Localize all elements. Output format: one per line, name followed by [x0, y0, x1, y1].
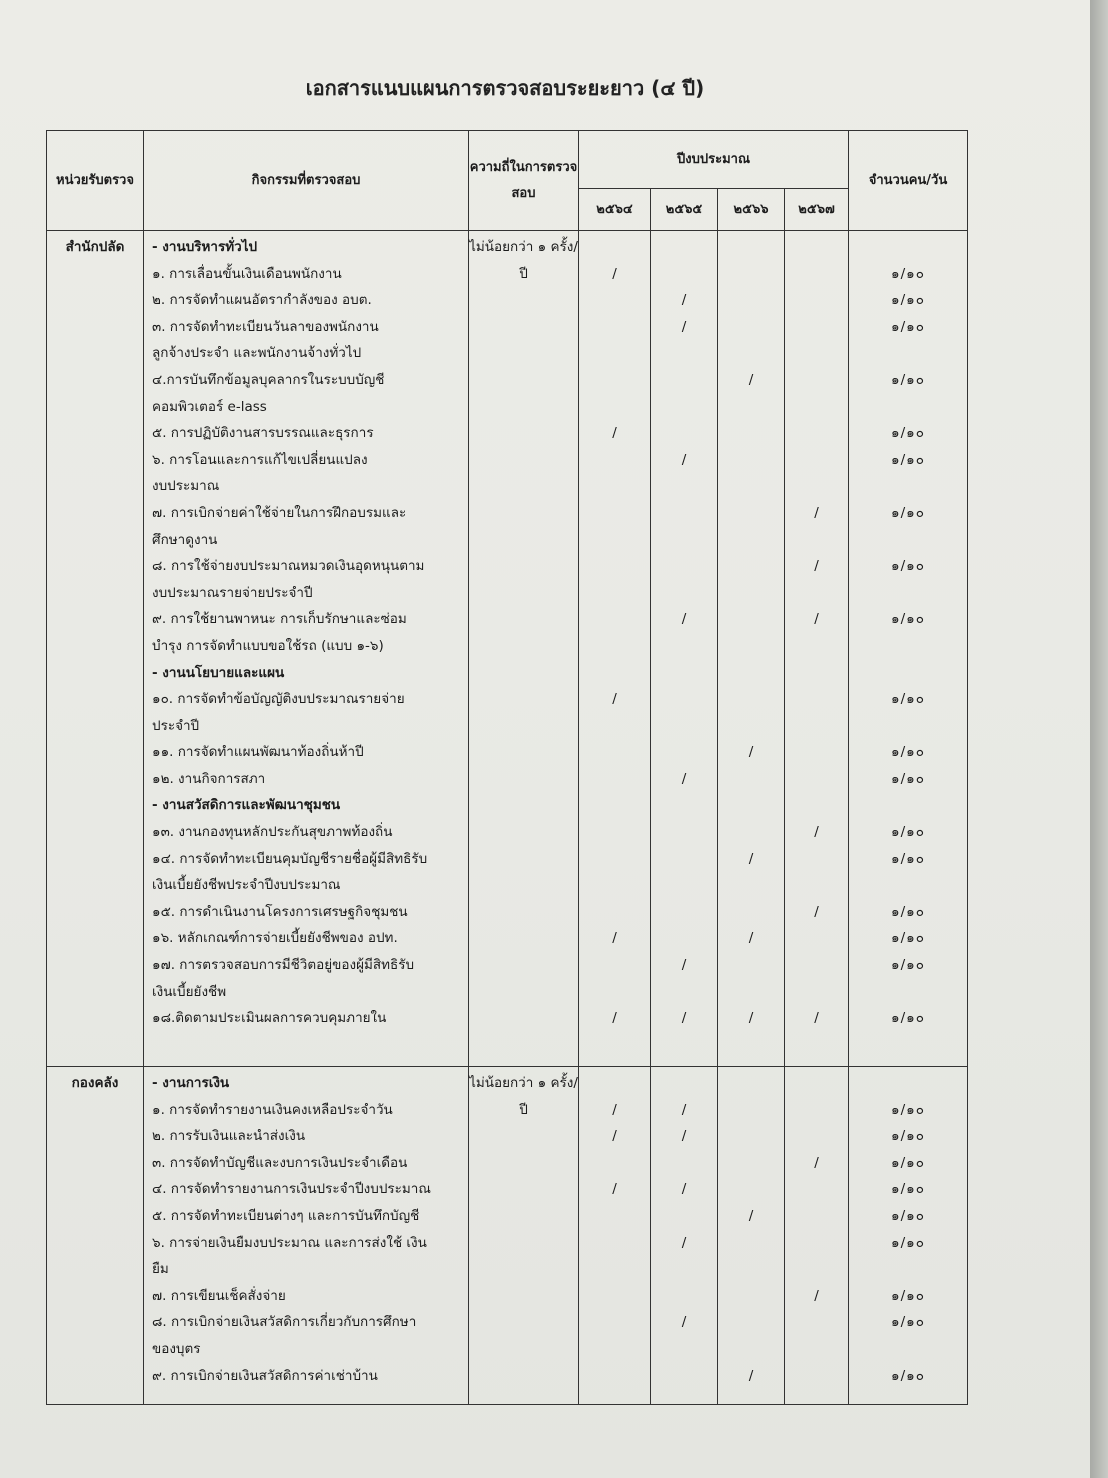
persons-value: ๑/๑๐	[891, 265, 925, 282]
activity-line: ๑๖. หลักเกณฑ์การจ่ายเบี้ยยังชีพของ อปท.	[152, 930, 398, 947]
empty-mark	[718, 1176, 784, 1203]
activity-line: งบประมาณ	[152, 478, 220, 495]
activity-group-heading: - งานสวัสดิการและพัฒนาชุมชน	[152, 797, 341, 814]
empty-mark	[718, 766, 784, 793]
empty-mark	[579, 633, 650, 660]
activity-group-heading: - งานการเงิน	[152, 1075, 230, 1091]
check-mark: /	[681, 451, 687, 468]
empty-mark	[579, 1070, 650, 1097]
empty-mark	[718, 394, 784, 421]
empty-mark	[579, 1203, 650, 1230]
empty-mark	[718, 473, 784, 500]
check-mark: /	[681, 292, 687, 309]
activity-line: ๘. การใช้จ่ายงบประมาณหมวดเงินอุดหนุนตาม	[152, 558, 425, 575]
persons-value	[849, 1336, 967, 1363]
activity-group-heading: - งานบริหารทั่วไป	[152, 239, 258, 255]
activity-cell	[144, 231, 469, 1067]
header-budget-year: ปีงบประมาณ	[579, 131, 849, 189]
persons-value	[849, 713, 967, 740]
empty-mark	[785, 1032, 848, 1059]
check-mark: /	[748, 1207, 754, 1224]
activity-line: ๕. การปฏิบัติงานสารบรรณและธุรการ	[152, 425, 374, 442]
persons-value: ๑/๑๐	[891, 744, 925, 761]
empty-mark	[785, 925, 848, 952]
empty-mark	[785, 527, 848, 554]
activity-line: ๑. การเลื่อนขั้นเงินเดือนพนักงาน	[152, 265, 342, 282]
empty-mark	[579, 739, 650, 766]
check-mark: /	[748, 744, 754, 761]
persons-value: ๑/๑๐	[891, 691, 925, 708]
activity-line: ศึกษาดูงาน	[152, 531, 218, 548]
empty-mark	[785, 234, 848, 261]
empty-mark	[651, 925, 717, 952]
empty-mark	[718, 1336, 784, 1363]
empty-mark	[579, 367, 650, 394]
empty-mark	[651, 1363, 717, 1390]
persons-value: ๑/๑๐	[891, 1101, 925, 1118]
empty-mark	[718, 792, 784, 819]
persons-value	[849, 394, 967, 421]
empty-mark	[579, 766, 650, 793]
check-mark: /	[681, 1128, 687, 1145]
persons-value	[849, 792, 967, 819]
check-mark: /	[814, 611, 819, 628]
empty-mark	[579, 899, 650, 926]
empty-mark	[651, 846, 717, 873]
empty-mark	[785, 1230, 848, 1257]
persons-value: ๑/๑๐	[891, 770, 925, 787]
audit-plan-table	[46, 130, 968, 1405]
unit-cell: กองคลัง	[47, 1067, 144, 1405]
check-mark: /	[814, 824, 819, 841]
persons-value: ๑/๑๐	[891, 292, 925, 309]
empty-mark	[785, 846, 848, 873]
empty-mark	[718, 1123, 784, 1150]
activity-line: ๑. การจัดทำรายงานเงินคงเหลือประจำวัน	[152, 1101, 393, 1118]
activity-line: ลูกจ้างประจำ และพนักงานจ้างทั่วไป	[152, 345, 362, 362]
activity-line: ๗. การเบิกจ่ายค่าใช้จ่ายในการฝึกอบรมและ	[152, 504, 407, 521]
activity-line: ๔.การบันทึกข้อมูลบุคลากรในระบบบัญชี	[152, 371, 385, 388]
activity-line: ประจำปี	[152, 717, 200, 734]
year-column-cell	[651, 231, 718, 1067]
empty-mark	[579, 1309, 650, 1336]
check-mark: /	[681, 611, 687, 628]
activity-line: ๗. การเขียนเช็คสั่งจ่าย	[152, 1287, 286, 1304]
page-title: เอกสารแนบแผนการตรวจสอบระยะยาว (๔ ปี)	[305, 76, 705, 100]
empty-mark	[579, 447, 650, 474]
empty-mark	[651, 367, 717, 394]
persons-value: ๑/๑๐	[891, 451, 925, 468]
empty-mark	[785, 1256, 848, 1283]
empty-mark	[651, 792, 717, 819]
persons-value: ๑/๑๐	[891, 1287, 925, 1304]
check-mark: /	[748, 850, 754, 867]
check-mark: /	[748, 371, 754, 388]
empty-mark	[785, 766, 848, 793]
activity-line: ๒. การรับเงินและนำส่งเงิน	[152, 1128, 306, 1145]
activity-line: ๑๗. การตรวจสอบการมีชีวิตอยู่ของผู้มีสิทธิรับ	[152, 957, 415, 974]
empty-mark	[579, 979, 650, 1006]
frequency-cell: ไม่น้อยกว่า ๑ ครั้ง/ปี	[469, 231, 579, 1067]
check-mark: /	[681, 318, 687, 335]
header-year-2564: ๒๕๖๔	[579, 189, 651, 231]
empty-mark	[785, 314, 848, 341]
check-mark: /	[814, 903, 819, 920]
check-mark: /	[612, 1101, 617, 1118]
persons-value: ๑/๑๐	[891, 1314, 925, 1331]
activity-line: งบประมาณรายจ่ายประจำปี	[152, 584, 313, 601]
empty-mark	[785, 367, 848, 394]
empty-mark	[651, 872, 717, 899]
activity-cell	[144, 1067, 469, 1405]
activity-line: ยืม	[152, 1261, 169, 1278]
check-mark: /	[681, 770, 687, 787]
check-mark: /	[681, 957, 687, 974]
activity-line: คอมพิวเตอร์ e-lass	[152, 398, 267, 415]
empty-mark	[785, 1203, 848, 1230]
check-mark: /	[814, 1010, 819, 1027]
empty-mark	[718, 1283, 784, 1310]
empty-mark	[579, 527, 650, 554]
empty-mark	[785, 261, 848, 288]
year-column-cell	[579, 231, 651, 1067]
empty-mark	[718, 872, 784, 899]
persons-value: ๑/๑๐	[891, 318, 925, 335]
section-row	[47, 231, 968, 1067]
empty-mark	[785, 340, 848, 367]
empty-mark	[579, 234, 650, 261]
empty-mark	[651, 1150, 717, 1177]
year-column-cell	[579, 1067, 651, 1405]
empty-mark	[579, 1363, 650, 1390]
empty-mark	[785, 447, 848, 474]
empty-mark	[785, 580, 848, 607]
check-mark: /	[612, 1181, 617, 1198]
empty-mark	[651, 1336, 717, 1363]
activity-line: ๑๔. การจัดทำทะเบียนคุมบัญชีรายชื่อผู้มีสิทธิรับ	[152, 850, 428, 867]
check-mark: /	[612, 930, 617, 947]
empty-mark	[651, 979, 717, 1006]
empty-mark	[579, 1256, 650, 1283]
empty-mark	[651, 1032, 717, 1059]
persons-value: ๑/๑๐	[891, 504, 925, 521]
persons-value: ๑/๑๐	[891, 1207, 925, 1224]
empty-mark	[718, 580, 784, 607]
empty-mark	[718, 1230, 784, 1257]
persons-value	[849, 580, 967, 607]
activity-line: ๑๐. การจัดทำข้อบัญญัติงบประมาณรายจ่าย	[152, 691, 405, 708]
empty-mark	[579, 473, 650, 500]
empty-mark	[785, 473, 848, 500]
empty-mark	[718, 633, 784, 660]
persons-value	[849, 340, 967, 367]
empty-mark	[651, 527, 717, 554]
empty-mark	[718, 1070, 784, 1097]
empty-mark	[579, 606, 650, 633]
activity-line: ๘. การเบิกจ่ายเงินสวัสดิการเกี่ยวกับการศึกษา	[152, 1314, 417, 1331]
persons-value	[849, 633, 967, 660]
empty-mark	[579, 819, 650, 846]
empty-mark	[651, 261, 717, 288]
check-mark: /	[681, 1101, 687, 1118]
empty-mark	[651, 1283, 717, 1310]
empty-mark	[785, 633, 848, 660]
empty-mark	[651, 553, 717, 580]
empty-mark	[579, 713, 650, 740]
empty-mark	[579, 846, 650, 873]
persons-value: ๑/๑๐	[891, 558, 925, 575]
empty-mark	[651, 234, 717, 261]
check-mark: /	[612, 1128, 617, 1145]
empty-mark	[651, 660, 717, 687]
header-year-2567: ๒๕๖๗	[785, 189, 849, 231]
year-column-cell	[718, 1067, 785, 1405]
persons-value	[849, 1032, 967, 1059]
empty-mark	[718, 1032, 784, 1059]
empty-mark	[579, 394, 650, 421]
empty-mark	[579, 952, 650, 979]
empty-mark	[785, 739, 848, 766]
empty-mark	[718, 340, 784, 367]
check-mark: /	[814, 1154, 819, 1171]
empty-mark	[718, 899, 784, 926]
check-mark: /	[748, 1367, 754, 1384]
check-mark: /	[681, 1181, 687, 1198]
header-frequency: ความถี่ในการตรวจสอบ	[469, 131, 579, 231]
persons-value: ๑/๑๐	[891, 1128, 925, 1145]
check-mark: /	[612, 1010, 617, 1027]
empty-mark	[579, 500, 650, 527]
empty-mark	[785, 1309, 848, 1336]
check-mark: /	[612, 691, 617, 708]
activity-line: ๖. การโอนและการแก้ไขเปลี่ยนแปลง	[152, 451, 368, 468]
check-mark: /	[748, 1010, 754, 1027]
empty-mark	[785, 979, 848, 1006]
activity-line: ๑๑. การจัดทำแผนพัฒนาท้องถิ่นห้าปี	[152, 744, 364, 761]
empty-mark	[718, 447, 784, 474]
activity-line	[152, 1032, 462, 1059]
empty-mark	[718, 713, 784, 740]
activity-line: ๑๓. งานกองทุนหลักประกันสุขภาพท้องถิ่น	[152, 824, 393, 841]
empty-mark	[785, 872, 848, 899]
empty-mark	[651, 500, 717, 527]
empty-mark	[651, 1203, 717, 1230]
persons-value: ๑/๑๐	[891, 611, 925, 628]
persons-value: ๑/๑๐	[891, 1181, 925, 1198]
persons-value: ๑/๑๐	[891, 850, 925, 867]
empty-mark	[651, 580, 717, 607]
empty-mark	[785, 713, 848, 740]
table-body	[47, 231, 968, 1405]
empty-mark	[718, 1309, 784, 1336]
empty-mark	[785, 394, 848, 421]
unit-cell: สำนักปลัด	[47, 231, 144, 1067]
empty-mark	[785, 420, 848, 447]
check-mark: /	[681, 1234, 687, 1251]
empty-mark	[785, 686, 848, 713]
activity-line: บำรุง การจัดทำแบบขอใช้รถ (แบบ ๑-๖)	[152, 637, 384, 654]
persons-value: ๑/๑๐	[891, 957, 925, 974]
empty-mark	[579, 792, 650, 819]
empty-mark	[718, 952, 784, 979]
empty-mark	[651, 1256, 717, 1283]
persons-value	[849, 660, 967, 687]
empty-mark	[718, 500, 784, 527]
persons-value: ๑/๑๐	[891, 903, 925, 920]
empty-mark	[718, 1256, 784, 1283]
empty-mark	[718, 606, 784, 633]
desk-edge	[1090, 0, 1108, 1478]
empty-mark	[718, 287, 784, 314]
check-mark: /	[612, 265, 617, 282]
empty-mark	[785, 1336, 848, 1363]
empty-mark	[579, 580, 650, 607]
empty-mark	[718, 314, 784, 341]
header-year-2566: ๒๕๖๖	[718, 189, 785, 231]
persons-value	[849, 979, 967, 1006]
persons-cell	[849, 1067, 968, 1405]
empty-mark	[718, 420, 784, 447]
empty-mark	[579, 872, 650, 899]
empty-mark	[651, 420, 717, 447]
activity-line: ๙. การใช้ยานพาหนะ การเก็บรักษาและซ่อม	[152, 611, 407, 628]
empty-mark	[579, 340, 650, 367]
persons-cell	[849, 231, 968, 1067]
year-column-cell	[718, 231, 785, 1067]
check-mark: /	[612, 425, 617, 442]
year-column-cell	[785, 231, 849, 1067]
empty-mark	[579, 553, 650, 580]
activity-line: เงินเบี้ยยังชีพ	[152, 983, 227, 1000]
header-year-2565: ๒๕๖๕	[651, 189, 718, 231]
activity-line: ๑๒. งานกิจการสภา	[152, 770, 266, 787]
frequency-cell: ไม่น้อยกว่า ๑ ครั้ง/ปี	[469, 1067, 579, 1405]
empty-mark	[651, 899, 717, 926]
empty-mark	[718, 686, 784, 713]
persons-value: ๑/๑๐	[891, 1234, 925, 1251]
year-column-cell	[785, 1067, 849, 1405]
empty-mark	[579, 1336, 650, 1363]
empty-mark	[785, 660, 848, 687]
header-unit: หน่วยรับตรวจ	[47, 131, 144, 231]
empty-mark	[785, 1070, 848, 1097]
empty-mark	[579, 1230, 650, 1257]
activity-line: ๓. การจัดทำบัญชีและงบการเงินประจำเดือน	[152, 1154, 408, 1171]
persons-value: ๑/๑๐	[891, 1154, 925, 1171]
check-mark: /	[814, 1287, 819, 1304]
empty-mark	[718, 819, 784, 846]
activity-line: เงินเบี้ยยังชีพประจำปีงบประมาณ	[152, 877, 341, 894]
empty-mark	[718, 527, 784, 554]
persons-value: ๑/๑๐	[891, 371, 925, 388]
empty-mark	[785, 287, 848, 314]
persons-value	[849, 473, 967, 500]
empty-mark	[579, 1283, 650, 1310]
empty-mark	[651, 1070, 717, 1097]
header-persons: จำนวนคน/วัน	[849, 131, 968, 231]
section-row	[47, 1067, 968, 1405]
header-activity: กิจกรรมที่ตรวจสอบ	[144, 131, 469, 231]
empty-mark	[651, 473, 717, 500]
persons-value	[849, 1070, 967, 1097]
empty-mark	[718, 234, 784, 261]
check-mark: /	[814, 504, 819, 521]
activity-line: ๕. การจัดทำทะเบียนต่างๆ และการบันทึกบัญชี	[152, 1207, 420, 1224]
empty-mark	[579, 287, 650, 314]
empty-mark	[718, 979, 784, 1006]
persons-value	[849, 872, 967, 899]
empty-mark	[651, 686, 717, 713]
year-column-cell	[651, 1067, 718, 1405]
empty-mark	[651, 394, 717, 421]
persons-value: ๑/๑๐	[891, 1010, 925, 1027]
activity-line: ๑๘.ติดตามประเมินผลการควบคุมภายใน	[152, 1010, 387, 1027]
empty-mark	[785, 792, 848, 819]
persons-value: ๑/๑๐	[891, 930, 925, 947]
empty-mark	[785, 1363, 848, 1390]
activity-group-heading: - งานนโยบายและแผน	[152, 664, 285, 681]
empty-mark	[785, 1176, 848, 1203]
activity-line: ของบุตร	[152, 1340, 201, 1357]
check-mark: /	[681, 1010, 687, 1027]
empty-mark	[579, 1150, 650, 1177]
empty-mark	[718, 1150, 784, 1177]
empty-mark	[579, 1032, 650, 1059]
empty-mark	[785, 1123, 848, 1150]
persons-value	[849, 234, 967, 261]
empty-mark	[651, 819, 717, 846]
persons-value: ๑/๑๐	[891, 1367, 925, 1384]
empty-mark	[579, 660, 650, 687]
activity-line: ๑๕. การดำเนินงานโครงการเศรษฐกิจชุมชน	[152, 903, 408, 920]
empty-mark	[718, 261, 784, 288]
empty-mark	[718, 1097, 784, 1124]
empty-mark	[651, 340, 717, 367]
activity-line: ๔. การจัดทำรายงานการเงินประจำปีงบประมาณ	[152, 1181, 431, 1198]
activity-line: ๖. การจ่ายเงินยืมงบประมาณ และการส่งใช้ เงิน	[152, 1234, 427, 1251]
persons-value	[849, 1256, 967, 1283]
check-mark: /	[814, 558, 819, 575]
empty-mark	[785, 1097, 848, 1124]
persons-value: ๑/๑๐	[891, 425, 925, 442]
empty-mark	[785, 952, 848, 979]
persons-value	[849, 527, 967, 554]
empty-mark	[579, 314, 650, 341]
empty-mark	[718, 553, 784, 580]
empty-mark	[651, 713, 717, 740]
empty-mark	[651, 739, 717, 766]
empty-mark	[651, 633, 717, 660]
check-mark: /	[681, 1314, 687, 1331]
activity-line: ๓. การจัดทำทะเบียนวันลาของพนักงาน	[152, 318, 379, 335]
persons-value: ๑/๑๐	[891, 824, 925, 841]
activity-line: ๙. การเบิกจ่ายเงินสวัสดิการค่าเช่าบ้าน	[152, 1367, 378, 1384]
check-mark: /	[748, 930, 754, 947]
empty-mark	[718, 660, 784, 687]
activity-line: ๒. การจัดทำแผนอัตรากำลังของ อบต.	[152, 292, 372, 309]
